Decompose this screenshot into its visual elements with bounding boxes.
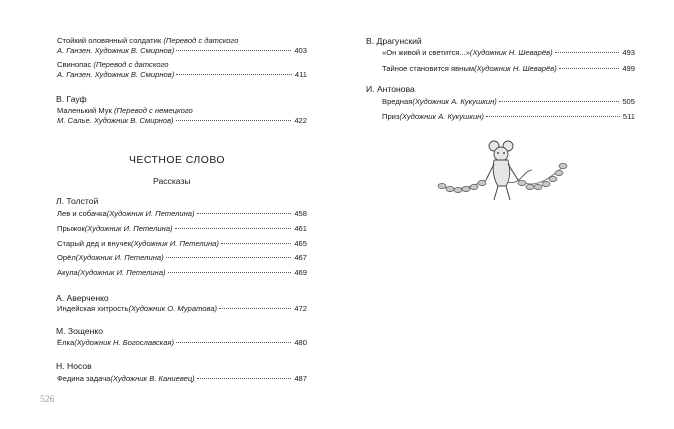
dot-leader [486, 116, 620, 117]
toc-entry[interactable]: Ёлка (Художник Н. Богославская) 480 [57, 338, 307, 347]
toc-entry[interactable]: «Он живой и светится...» (Художник Н. Шеварёв) 493 [382, 48, 635, 57]
page-ref: 467 [294, 253, 307, 262]
author-heading: В. Гауф [56, 94, 87, 104]
toc-entry[interactable]: Лев и собачка (Художник И. Петелина) 458 [57, 209, 307, 218]
page-ref: 499 [622, 64, 635, 73]
page-ref: 505 [622, 97, 635, 106]
page-ref: 493 [622, 48, 635, 57]
page-ref: 465 [294, 239, 307, 248]
author-heading: А. Аверченко [56, 293, 109, 303]
toc-entry[interactable]: Старый дед и внучек (Художник И. Петелина) 465 [57, 239, 307, 248]
page-ref: 511 [622, 112, 635, 121]
page-ref: 472 [294, 304, 307, 313]
author-heading: И. Антонова [366, 84, 415, 94]
toc-entry-swineherd[interactable]: Свинопас (Перевод с датского А. Ганзен. Художник В. Смирнов) 411 [57, 60, 307, 79]
dot-leader [176, 342, 291, 343]
section-subtitle: Рассказы [153, 176, 191, 186]
toc-entry-tin-soldier[interactable]: Стойкий оловянный солдатик (Перевод с датского А. Ганзен. Художник В. Смирнов) 403 [57, 36, 307, 55]
dot-leader [168, 272, 292, 273]
dot-leader [555, 52, 620, 53]
page-ref: 458 [294, 209, 307, 218]
page-ref: 422 [294, 116, 307, 125]
author-heading: М. Зощенко [56, 326, 104, 336]
page-ref: 469 [294, 268, 307, 277]
toc-entry[interactable]: Орёл (Художник И. Петелина) 467 [57, 253, 307, 262]
mouse-garland-illustration [436, 140, 568, 206]
dot-leader [166, 257, 292, 258]
toc-entry[interactable]: Тайное становится явным (Художник Н. Шеварёв) 499 [382, 64, 635, 73]
page-ref: 487 [294, 374, 307, 383]
dot-leader [499, 101, 620, 102]
author-heading: Н. Носов [56, 361, 92, 371]
dot-leader [176, 74, 292, 75]
page-ref: 403 [294, 46, 307, 55]
section-title: ЧЕСТНОЕ СЛОВО [129, 155, 225, 166]
page-ref: 411 [294, 70, 307, 79]
toc-entry[interactable]: Приз (Художник А. Кукушкин) 511 [382, 112, 635, 121]
dot-leader [176, 50, 291, 51]
toc-entry[interactable]: Федина задача (Художник В. Каниевец) 487 [57, 374, 307, 383]
toc-entry[interactable]: Акула (Художник И. Петелина) 469 [57, 268, 307, 277]
toc-entry[interactable]: Прыжок (Художник И. Петелина) 461 [57, 224, 307, 233]
dot-leader [197, 213, 292, 214]
dot-leader [176, 120, 292, 121]
toc-entry[interactable]: Индейская хитрость (Художник О. Муратова) 472 [57, 304, 307, 313]
author-heading: В. Драгунский [366, 36, 422, 46]
page-number: 526 [40, 394, 55, 405]
dot-leader [559, 68, 620, 69]
author-heading: Л. Толстой [56, 196, 99, 206]
dot-leader [221, 243, 291, 244]
page-ref: 480 [294, 338, 307, 347]
page-ref: 461 [294, 224, 307, 233]
dot-leader [219, 308, 291, 309]
dot-leader [175, 228, 292, 229]
toc-entry-little-muck[interactable]: Маленький Мук (Перевод с немецкого М. Салье. Художник В. Смирнов) 422 [57, 106, 307, 125]
dot-leader [197, 378, 292, 379]
toc-entry[interactable]: Вредная (Художник А. Кукушкин) 505 [382, 97, 635, 106]
